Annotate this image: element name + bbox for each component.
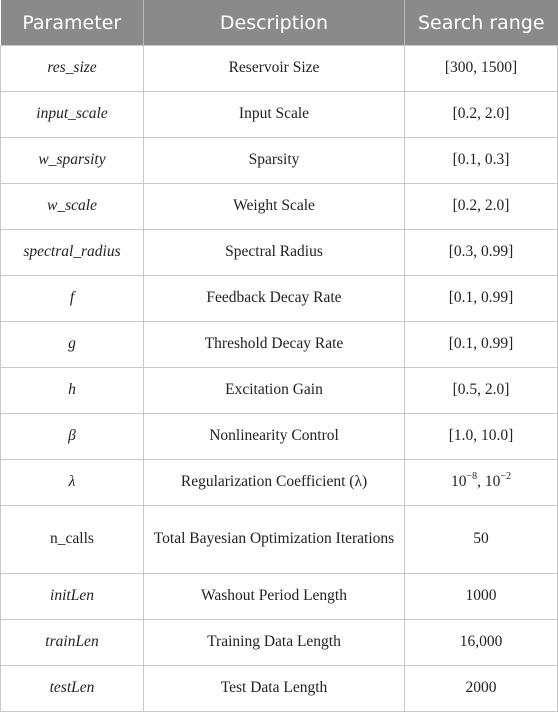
table-row [1,322,558,368]
description-cell: Regularization Coefficient (λ) [144,460,405,506]
table-header [1,0,558,46]
description-cell: Test Data Length [144,666,405,712]
table-row [1,184,558,230]
table-row [1,666,558,712]
header-parameter: Parameter [1,0,144,46]
description-cell: Training Data Length [144,620,405,666]
description-cell: Reservoir Size [144,46,405,92]
parameter-cell: w_sparsity [1,138,144,184]
description-cell: Excitation Gain [144,368,405,414]
parameter-cell: λ [1,460,144,506]
parameter-cell: n_calls [1,506,144,574]
description-cell: Input Scale [144,92,405,138]
table-body [1,46,558,712]
parameter-cell: res_size [1,46,144,92]
description-cell: Washout Period Length [144,574,405,620]
table-row [1,230,558,276]
table-row [1,574,558,620]
range-cell: [0.3, 0.99] [405,230,558,276]
range-cell: 16,000 [405,620,558,666]
table-row [1,46,558,92]
header-description: Description [144,0,405,46]
table-row [1,368,558,414]
range-exponent: −8 [466,471,478,483]
header-row [1,0,558,46]
parameter-cell: trainLen [1,620,144,666]
table-row [1,276,558,322]
table-row [1,138,558,184]
parameter-cell: testLen [1,666,144,712]
parameter-cell: spectral_radius [1,230,144,276]
description-cell: Nonlinearity Control [144,414,405,460]
description-cell: Total Bayesian Optimization Iterations [144,506,405,574]
range-cell: [0.2, 2.0] [405,184,558,230]
table-row [1,92,558,138]
range-cell [405,460,558,506]
parameter-cell: w_scale [1,184,144,230]
range-cell: [300, 1500] [405,46,558,92]
table-row [1,620,558,666]
parameter-cell: g [1,322,144,368]
range-cell: [1.0, 10.0] [405,414,558,460]
parameter-cell: h [1,368,144,414]
parameter-cell: f [1,276,144,322]
range-cell: [0.1, 0.99] [405,322,558,368]
header-search-range: Search range [405,0,558,46]
description-cell: Feedback Decay Rate [144,276,405,322]
parameter-cell: initLen [1,574,144,620]
range-cell: [0.1, 0.99] [405,276,558,322]
range-exponent: −2 [500,471,512,483]
description-cell: Sparsity [144,138,405,184]
range-cell: [0.5, 2.0] [405,368,558,414]
range-cell: 50 [405,506,558,574]
range-cell: 2000 [405,666,558,712]
description-cell: Threshold Decay Rate [144,322,405,368]
table-row [1,414,558,460]
range-cell: [0.1, 0.3] [405,138,558,184]
parameter-cell: input_scale [1,92,144,138]
description-cell: Weight Scale [144,184,405,230]
parameter-cell: β [1,414,144,460]
range-base: 10 [484,473,501,491]
range-cell: [0.2, 2.0] [405,92,558,138]
range-cell: 1000 [405,574,558,620]
range-separator: , [477,473,485,491]
table-row [1,460,558,506]
range-base: 10 [450,473,467,491]
description-cell: Spectral Radius [144,230,405,276]
table-row [1,506,558,574]
